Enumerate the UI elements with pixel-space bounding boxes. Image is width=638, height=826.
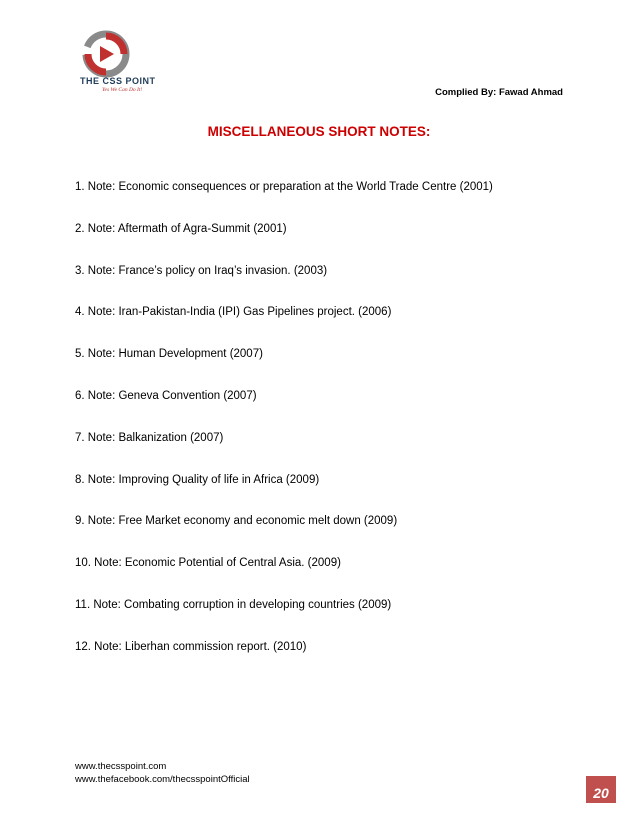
footer-facebook-link[interactable]: www.thefacebook.com/thecsspointOfficial [75, 774, 250, 785]
list-item: 8. Note: Improving Quality of life in Africa (2009) [75, 473, 320, 486]
page-number [586, 776, 616, 803]
list-item: 4. Note: Iran-Pakistan-India (IPI) Gas Pipelines project. (2006) [75, 306, 392, 319]
logo [72, 30, 172, 96]
css-point-logo-icon [80, 30, 132, 82]
footer [75, 760, 250, 786]
page-title [0, 124, 638, 139]
notes-list [75, 180, 493, 682]
list-item: 5. Note: Human Development (2007) [75, 348, 263, 361]
list-item: 12. Note: Liberhan commission report. (2010) [75, 640, 307, 653]
page-title-text: MISCELLANEOUS SHORT NOTES: [207, 124, 431, 139]
logo-tagline: Yes We Can Do It! [102, 87, 143, 93]
list-item: 6. Note: Geneva Convention (2007) [75, 389, 257, 402]
list-item: 1. Note: Economic consequences or preparation at the World Trade Centre (2001) [75, 181, 493, 193]
compiled-by: Complied By: Fawad Ahmad [435, 87, 563, 98]
list-item: 7. Note: Balkanization (2007) [75, 431, 224, 444]
list-item: 11. Note: Combating corruption in developing countries (2009) [75, 598, 392, 611]
list-item: 10. Note: Economic Potential of Central Asia. (2009) [75, 557, 341, 570]
footer-website-link[interactable]: www.thecsspoint.com [75, 761, 167, 772]
page-number-text: 20 [593, 785, 609, 801]
list-item: 2. Note: Aftermath of Agra-Summit (2001) [75, 222, 287, 235]
list-item: 9. Note: Free Market economy and economic melt down (2009) [75, 515, 398, 528]
logo-name: THE CSS POINT [80, 76, 156, 86]
list-item: 3. Note: France’s policy on Iraq’s invasion. (2003) [75, 264, 328, 277]
